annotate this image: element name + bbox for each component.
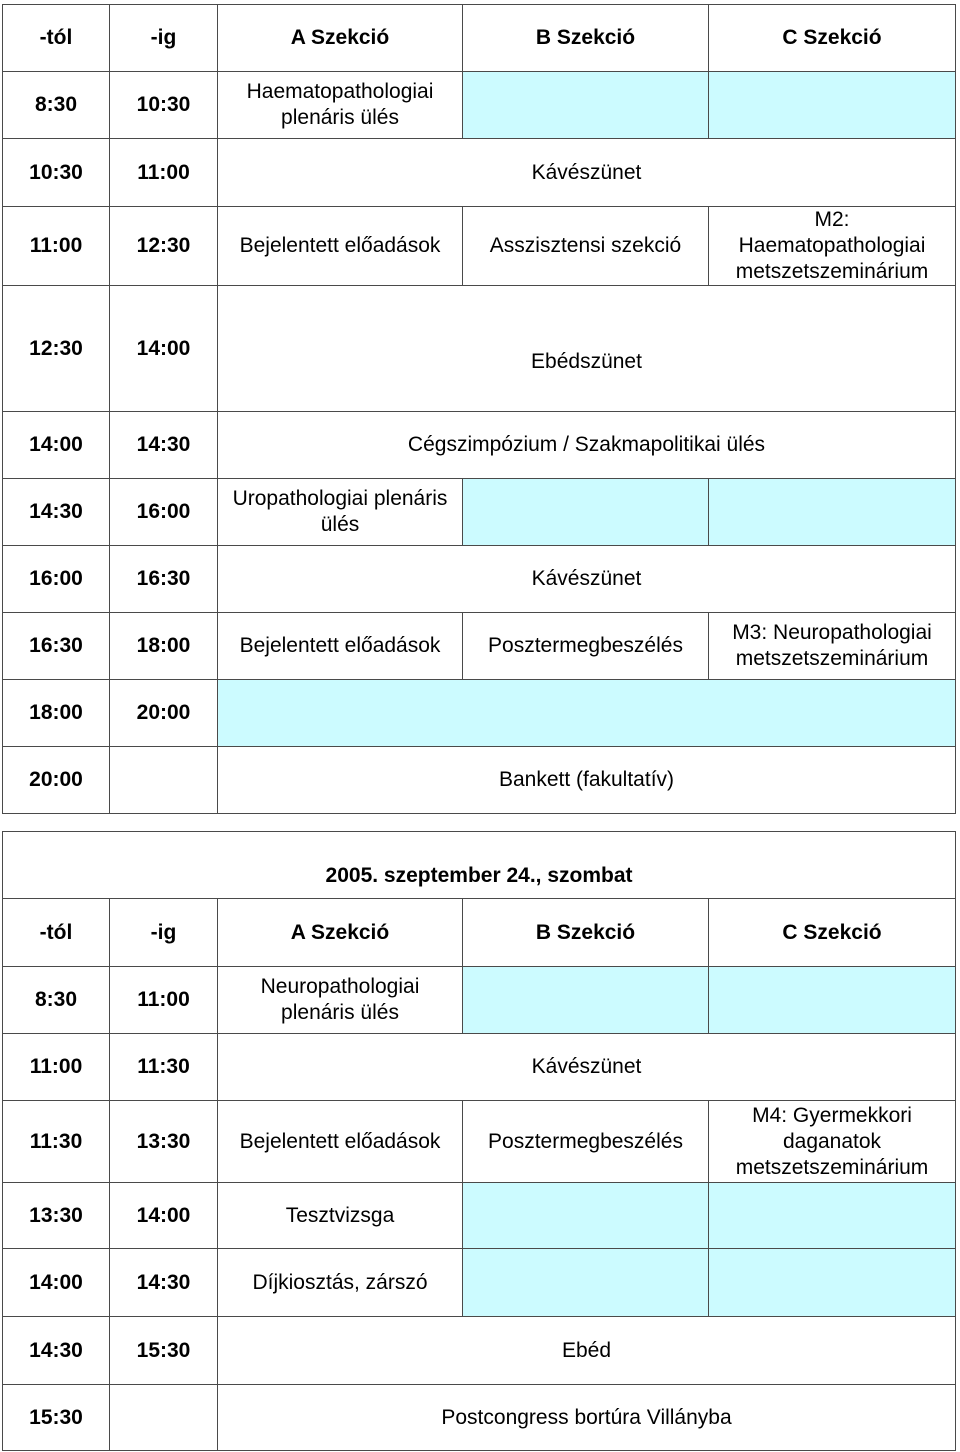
time-from: 10:30	[3, 139, 110, 207]
time-from: 14:30	[3, 1317, 110, 1385]
header-to: -ig	[110, 5, 218, 72]
table-row	[3, 747, 956, 814]
table-row	[3, 1385, 956, 1451]
section-a-cell	[218, 967, 463, 1034]
day-title-row	[3, 832, 956, 899]
time-to	[110, 1385, 218, 1451]
table-row	[3, 1249, 956, 1317]
cell-line: metszetszeminárium	[735, 260, 929, 283]
time-to: 12:30	[110, 207, 218, 286]
section-b-cell	[463, 479, 709, 546]
time-from: 11:00	[3, 1034, 110, 1101]
section-a-cell	[218, 479, 463, 546]
table-row	[3, 1034, 956, 1101]
time-from: 8:30	[3, 72, 110, 139]
header-to: -ig	[110, 899, 218, 967]
section-c-cell	[709, 479, 956, 546]
cell-line: plenáris ülés	[281, 1001, 399, 1024]
section-a-cell	[218, 72, 463, 139]
spanning-event: Ebédszünet	[218, 286, 956, 412]
section-b-cell: Posztermegbeszélés	[463, 613, 709, 680]
time-from: 8:30	[3, 967, 110, 1034]
cell-line: Haematopathologiai	[738, 234, 926, 257]
cell-line: Haematopathologiai	[246, 80, 434, 103]
section-b-cell: Posztermegbeszélés	[463, 1101, 709, 1183]
time-to: 14:30	[110, 412, 218, 479]
cell-line: metszetszeminárium	[735, 1155, 929, 1179]
schedule-table-friday	[2, 4, 956, 814]
time-to: 11:00	[110, 967, 218, 1034]
cell-line: ülés	[320, 513, 360, 536]
section-c-cell	[709, 1101, 956, 1183]
header-section-b: B Szekció	[463, 899, 709, 967]
section-b-cell	[463, 72, 709, 139]
table-row	[3, 1183, 956, 1249]
time-to: 11:00	[110, 139, 218, 207]
time-from: 11:00	[3, 207, 110, 286]
section-a-cell: Díjkiosztás, zárszó	[218, 1249, 463, 1317]
time-from: 11:30	[3, 1101, 110, 1183]
time-from: 14:30	[3, 479, 110, 546]
day-title: 2005. szeptember 24., szombat	[3, 832, 956, 899]
schedule-table-saturday	[2, 831, 956, 1451]
table-row	[3, 412, 956, 479]
cell-line: M2:	[814, 208, 850, 231]
time-from: 16:00	[3, 546, 110, 613]
time-to: 16:00	[110, 479, 218, 546]
time-to: 20:00	[110, 680, 218, 747]
table-row	[3, 139, 956, 207]
spanning-event: Cégszimpózium / Szakmapolitikai ülés	[218, 412, 956, 479]
section-b-cell: Asszisztensi szekció	[463, 207, 709, 286]
section-c-cell	[709, 967, 956, 1034]
header-from: -tól	[3, 5, 110, 72]
header-section-c: C Szekció	[709, 899, 956, 967]
table-row	[3, 1317, 956, 1385]
table-row	[3, 680, 956, 747]
section-a-cell: Bejelentett előadások	[218, 613, 463, 680]
table-row	[3, 72, 956, 139]
section-c-cell	[709, 1183, 956, 1249]
header-section-a: A Szekció	[218, 5, 463, 72]
table-header-row	[3, 5, 956, 72]
time-to: 10:30	[110, 72, 218, 139]
cell-line: metszetszeminárium	[735, 647, 929, 670]
header-section-a: A Szekció	[218, 899, 463, 967]
section-a-cell: Bejelentett előadások	[218, 207, 463, 286]
table-row	[3, 286, 956, 412]
cell-line: daganatok	[782, 1129, 882, 1153]
section-c-cell	[709, 207, 956, 286]
header-from: -tól	[3, 899, 110, 967]
time-to: 14:00	[110, 1183, 218, 1249]
spanning-event: Kávészünet	[218, 1034, 956, 1101]
time-from: 15:30	[3, 1385, 110, 1451]
time-to: 14:00	[110, 286, 218, 412]
section-c-cell	[709, 72, 956, 139]
table-row	[3, 1101, 956, 1183]
time-from: 20:00	[3, 747, 110, 814]
spanning-event: Postcongress bortúra Villányba	[218, 1385, 956, 1451]
table-row	[3, 967, 956, 1034]
section-b-cell	[463, 1183, 709, 1249]
time-to	[110, 747, 218, 814]
header-section-c: C Szekció	[709, 5, 956, 72]
time-to: 16:30	[110, 546, 218, 613]
time-to: 15:30	[110, 1317, 218, 1385]
time-to: 13:30	[110, 1101, 218, 1183]
cell-line: M4: Gyermekkori	[752, 1103, 912, 1127]
section-b-cell	[463, 967, 709, 1034]
table-row	[3, 479, 956, 546]
section-a-cell: Bejelentett előadások	[218, 1101, 463, 1183]
time-to: 18:00	[110, 613, 218, 680]
header-section-b: B Szekció	[463, 5, 709, 72]
time-from: 12:30	[3, 286, 110, 412]
spanning-event: Ebéd	[218, 1317, 956, 1385]
empty-slot	[218, 680, 956, 747]
spanning-event: Bankett (fakultatív)	[218, 747, 956, 814]
section-a-cell: Tesztvizsga	[218, 1183, 463, 1249]
spanning-event: Kávészünet	[218, 139, 956, 207]
table-header-row	[3, 899, 956, 967]
time-to: 14:30	[110, 1249, 218, 1317]
cell-line: plenáris ülés	[281, 106, 399, 129]
table-row	[3, 613, 956, 680]
time-to: 11:30	[110, 1034, 218, 1101]
time-from: 18:00	[3, 680, 110, 747]
time-from: 14:00	[3, 1249, 110, 1317]
time-from: 14:00	[3, 412, 110, 479]
table-row	[3, 207, 956, 286]
cell-line: Uropathologiai plenáris	[232, 487, 448, 510]
spanning-event: Kávészünet	[218, 546, 956, 613]
section-c-cell	[709, 1249, 956, 1317]
cell-line: Neuropathologiai	[260, 975, 420, 998]
time-from: 13:30	[3, 1183, 110, 1249]
time-from: 16:30	[3, 613, 110, 680]
table-row	[3, 546, 956, 613]
section-b-cell	[463, 1249, 709, 1317]
section-c-cell	[709, 613, 956, 680]
cell-line: M3: Neuropathologiai	[732, 621, 932, 644]
